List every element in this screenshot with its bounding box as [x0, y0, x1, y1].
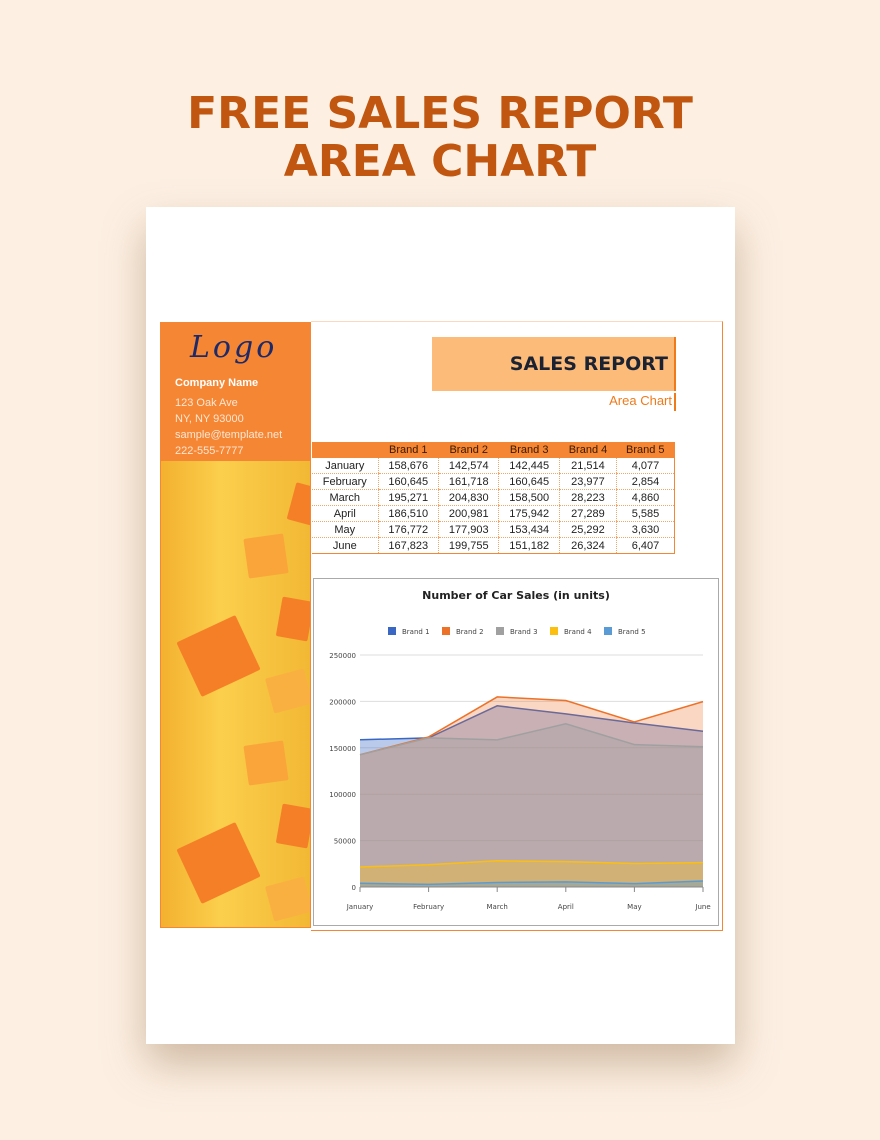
column-header: Brand 3 — [499, 442, 559, 458]
value-cell: 204,830 — [439, 490, 499, 506]
legend-swatch — [550, 627, 558, 635]
y-tick-label: 100000 — [329, 791, 356, 800]
value-cell: 4,077 — [617, 458, 675, 474]
company-address-2: NY, NY 93000 — [175, 413, 244, 425]
column-header: Brand 4 — [559, 442, 616, 458]
legend-label: Brand 2 — [456, 628, 484, 636]
column-header — [312, 442, 378, 458]
table-row — [312, 506, 675, 522]
value-cell: 21,514 — [559, 458, 616, 474]
x-tick-label: January — [346, 903, 374, 911]
value-cell: 160,645 — [378, 474, 438, 490]
x-tick-label: April — [557, 903, 574, 911]
area-chart — [313, 578, 719, 926]
value-cell: 28,223 — [559, 490, 616, 506]
shopping-bags-image — [160, 460, 311, 928]
logo: Logo — [190, 330, 278, 365]
x-tick-label: March — [486, 903, 508, 911]
value-cell: 176,772 — [378, 522, 438, 538]
x-tick-label: May — [627, 903, 642, 911]
month-cell: June — [312, 538, 378, 554]
value-cell: 153,434 — [499, 522, 559, 538]
title-line-2: AREA CHART — [283, 136, 597, 187]
table-header-row — [312, 442, 675, 458]
column-header: Brand 5 — [617, 442, 675, 458]
y-tick-label: 200000 — [329, 698, 356, 707]
value-cell: 3,630 — [617, 522, 675, 538]
month-cell: March — [312, 490, 378, 506]
x-tick-label: June — [695, 903, 711, 911]
value-cell: 6,407 — [617, 538, 675, 554]
legend-swatch — [604, 627, 612, 635]
y-tick-label: 250000 — [329, 652, 356, 660]
value-cell: 195,271 — [378, 490, 438, 506]
value-cell: 186,510 — [378, 506, 438, 522]
value-cell: 5,585 — [617, 506, 675, 522]
page-title — [0, 90, 880, 186]
company-phone: 222-555-7777 — [175, 445, 244, 457]
legend-label: Brand 4 — [564, 628, 592, 636]
value-cell: 158,500 — [499, 490, 559, 506]
report-subtitle: Area Chart — [560, 393, 676, 411]
company-address-1: 123 Oak Ave — [175, 397, 238, 409]
value-cell: 200,981 — [439, 506, 499, 522]
y-tick-label: 0 — [351, 884, 356, 892]
legend-swatch — [388, 627, 396, 635]
chart-svg — [314, 579, 718, 925]
value-cell: 25,292 — [559, 522, 616, 538]
value-cell: 175,942 — [499, 506, 559, 522]
value-cell: 151,182 — [499, 538, 559, 554]
legend-swatch — [442, 627, 450, 635]
value-cell: 2,854 — [617, 474, 675, 490]
legend-label: Brand 3 — [510, 628, 538, 636]
value-cell: 167,823 — [378, 538, 438, 554]
value-cell: 23,977 — [559, 474, 616, 490]
y-tick-label: 50000 — [333, 837, 356, 846]
legend-swatch — [496, 627, 504, 635]
value-cell: 158,676 — [378, 458, 438, 474]
value-cell: 142,445 — [499, 458, 559, 474]
legend-label: Brand 1 — [402, 628, 430, 636]
table-row — [312, 490, 675, 506]
company-panel — [160, 322, 311, 460]
month-cell: May — [312, 522, 378, 538]
value-cell: 199,755 — [439, 538, 499, 554]
value-cell: 4,860 — [617, 490, 675, 506]
month-cell: April — [312, 506, 378, 522]
month-cell: January — [312, 458, 378, 474]
report-header — [432, 337, 676, 391]
column-header: Brand 1 — [378, 442, 438, 458]
table-row — [312, 458, 675, 474]
month-cell: February — [312, 474, 378, 490]
x-tick-label: February — [413, 903, 445, 911]
value-cell: 161,718 — [439, 474, 499, 490]
y-tick-label: 150000 — [329, 744, 356, 753]
value-cell: 177,903 — [439, 522, 499, 538]
table-row — [312, 538, 675, 554]
table-row — [312, 474, 675, 490]
table-row — [312, 522, 675, 538]
value-cell: 142,574 — [439, 458, 499, 474]
company-email: sample@template.net — [175, 429, 283, 441]
chart-title: Number of Car Sales (in units) — [422, 589, 610, 602]
report-title: SALES REPORT — [509, 353, 668, 375]
legend-label: Brand 5 — [618, 628, 646, 636]
title-line-1: FREE SALES REPORT — [187, 88, 693, 139]
value-cell: 27,289 — [559, 506, 616, 522]
value-cell: 26,324 — [559, 538, 616, 554]
sales-table — [312, 442, 675, 554]
value-cell: 160,645 — [499, 474, 559, 490]
company-name: Company Name — [175, 377, 259, 389]
column-header: Brand 2 — [439, 442, 499, 458]
